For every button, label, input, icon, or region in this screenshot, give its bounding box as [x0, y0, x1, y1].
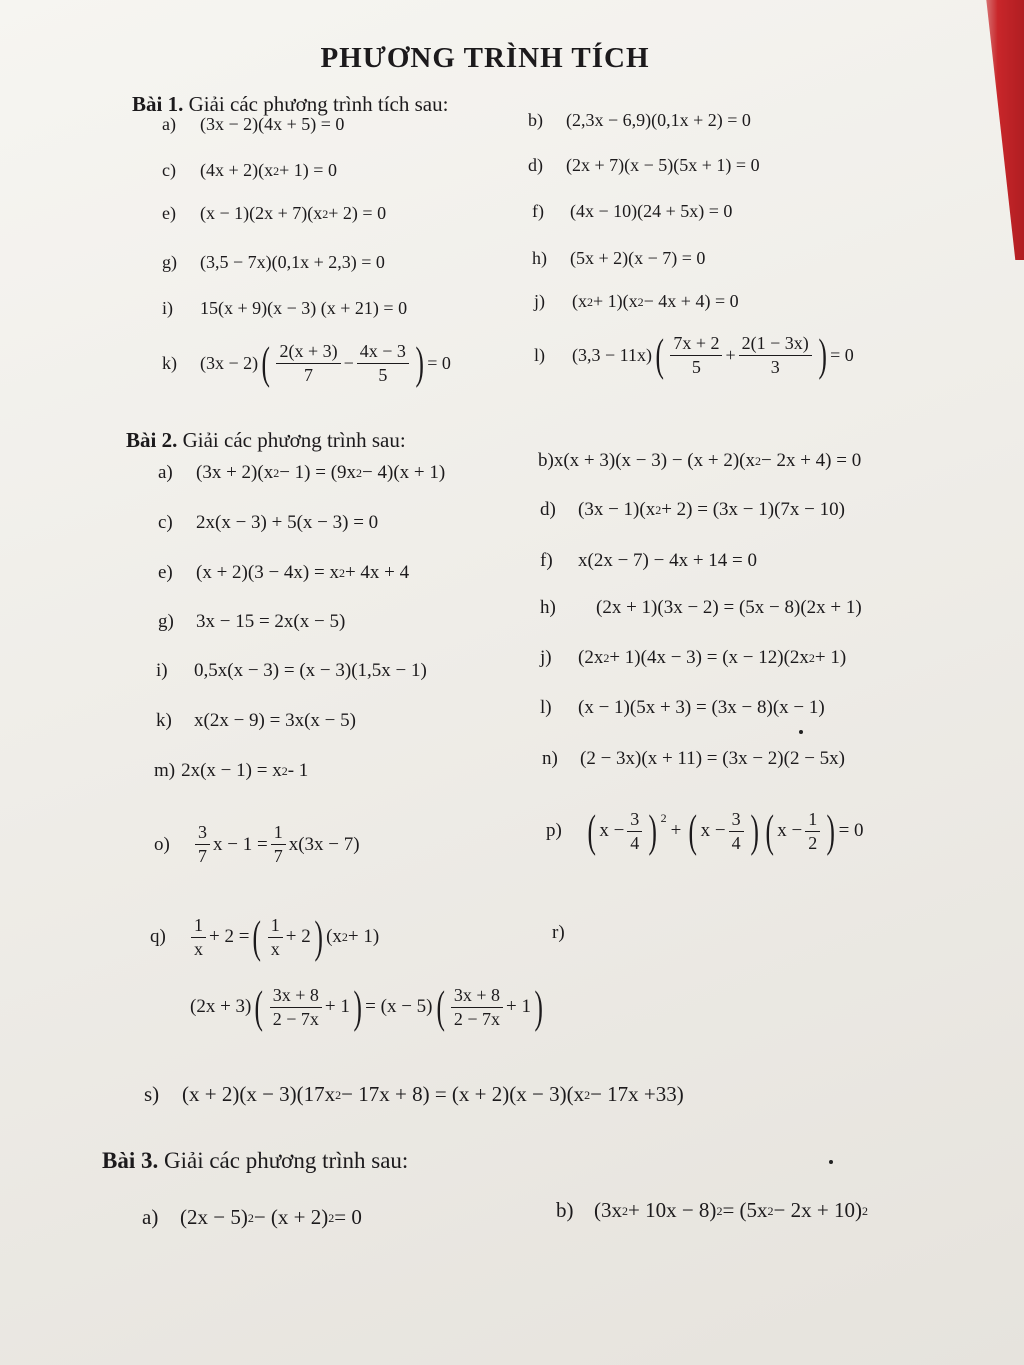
fraction: $\frac{7x + 2}{5}$: [670, 333, 722, 378]
bai2-i: i) 0,5x(x − 3) = (x − 3)(1,5x − 1): [156, 660, 427, 681]
bai2-k: k) x(2x − 9) = 3x(x − 5): [156, 710, 356, 731]
bai2-l: l) (x − 1)(5x + 3) = (3x − 8)(x − 1): [540, 697, 825, 718]
fraction: $\frac{3x + 8}{2 - 7x}$: [451, 985, 503, 1030]
bai2-c: c) 2x(x − 3) + 5(x − 3) = 0: [158, 512, 379, 533]
bai2-heading: Bài 2. Giải các phương trình sau:: [126, 428, 406, 452]
ink-dot: [829, 1160, 833, 1164]
bai1-i: i) 15(x + 9)(x − 3) (x + 21) = 0: [162, 298, 408, 318]
bai2-o: o) $\frac{3}{7}$ x − 1 = $\frac{1}{7}$ x(3x − 7): [154, 822, 360, 866]
fraction: $\frac{3}{4}$: [627, 809, 642, 854]
bai1-g: g) (3,5 − 7x)(0,1x + 2,3) = 0: [162, 252, 385, 272]
bai1-f: f) (4x − 10)(24 + 5x) = 0: [532, 201, 733, 221]
bai1-a: a) (3x − 2)(4x + 5) = 0: [162, 114, 345, 134]
bai2-a: a) (3x + 2)(x 2 − 1) = (9x 2 − 4)(x + 1): [158, 462, 446, 483]
fraction: $\frac{1}{x}$: [268, 915, 283, 960]
bai2-b: b) x(x + 3)(x − 3) − (x + 2)(x 2 − 2x + 4) = 0: [538, 450, 862, 471]
bai1-e: e) (x − 1)(2x + 7)(x 2 + 2) = 0: [162, 203, 387, 223]
red-folder-edge: [966, 0, 1024, 260]
bai2-f: f) x(2x − 7) − 4x + 14 = 0: [540, 550, 758, 571]
page-title: PHƯƠNG TRÌNH TÍCH: [320, 42, 650, 74]
bai3-heading: Bài 3. Giải các phương trình sau:: [102, 1148, 409, 1173]
bai1-h: h) (5x + 2)(x − 7) = 0: [532, 248, 706, 268]
fraction: $\frac{3}{7}$: [195, 822, 210, 867]
bai1-l: l) (3,3 − 11x) ( $\frac{7x + 2}{5}$ + $\frac{2(1 - 3x)}{3}$ ) = 0: [534, 329, 854, 380]
bai1-heading: Bài 1. Giải các phương trình tích sau:: [132, 92, 449, 116]
fraction: $\frac{2(1 - 3x)}{3}$: [739, 333, 812, 378]
fraction: $\frac{1}{2}$: [805, 809, 820, 854]
bai3-b: b) (3x 2 + 10x − 8) 2 = (5x 2 − 2x + 10) 2: [556, 1198, 868, 1222]
bai1-b: b) (2,3x − 6,9)(0,1x + 2) = 0: [528, 110, 751, 130]
bai3-a: a) (2x − 5) 2 − (x + 2) 2 = 0: [142, 1205, 362, 1229]
bai2-e: e) (x + 2)(3 − 4x) = x 2 + 4x + 4: [158, 562, 410, 583]
bai2-g: g) 3x − 15 = 2x(x − 5): [158, 611, 346, 632]
bai2-n: n) (2 − 3x)(x + 11) = (3x − 2)(2 − 5x): [542, 748, 845, 769]
bai2-p: p) ( x − $\frac{3}{4}$ ) 2 + ( x − $\frac{3}{4}$ ) ( x − $\frac{1}{2}$ ) = 0: [546, 805, 864, 856]
fraction: $\frac{3}{4}$: [729, 809, 744, 854]
bai2-r: (2x + 3) ( $\frac{3x + 8}{2 - 7x}$ + 1 ) = (x − 5) ( $\frac{3x + 8}{2 - 7x}$ + 1 ): [190, 981, 543, 1032]
fraction: $\frac{1}{x}$: [191, 915, 206, 960]
bai1-j: j) (x 2 + 1)(x 2 − 4x + 4) = 0: [534, 291, 739, 311]
bai2-m: m) 2x(x − 1) = x 2 - 1: [154, 760, 309, 781]
fraction: $\frac{1}{7}$: [271, 822, 286, 867]
bai2-q: q) $\frac{1}{x}$ + 2 = ( $\frac{1}{x}$ + 2 ) (x 2 + 1): [150, 911, 380, 962]
fraction: $\frac{2(x + 3)}{7}$: [276, 341, 340, 386]
bai2-r-label: r): [552, 922, 565, 943]
ink-dot: [799, 730, 803, 734]
bai2-d: d) (3x − 1)(x 2 + 2) = (3x − 1)(7x − 10): [540, 499, 845, 520]
bai1-k: k) (3x − 2) ( $\frac{2(x + 3)}{7}$ − $\frac{4x - 3}{5}$ ) = 0: [162, 337, 451, 388]
bai1-c: c) (4x + 2)(x 2 + 1) = 0: [162, 160, 337, 180]
bai2-s: s) (x + 2)(x − 3)(17x 2 − 17x + 8) = (x + 2)(x − 3)(x 2 − 17x +33): [144, 1082, 684, 1106]
bai1-d: d) (2x + 7)(x − 5)(5x + 1) = 0: [528, 155, 760, 175]
fraction: $\frac{3x + 8}{2 - 7x}$: [270, 985, 322, 1030]
fraction: $\frac{4x - 3}{5}$: [357, 341, 409, 386]
bai2-j: j) (2x 2 + 1)(4x − 3) = (x − 12)(2x 2 + 1): [540, 647, 847, 668]
bai2-h: h) (2x + 1)(3x − 2) = (5x − 8)(2x + 1): [540, 597, 862, 618]
